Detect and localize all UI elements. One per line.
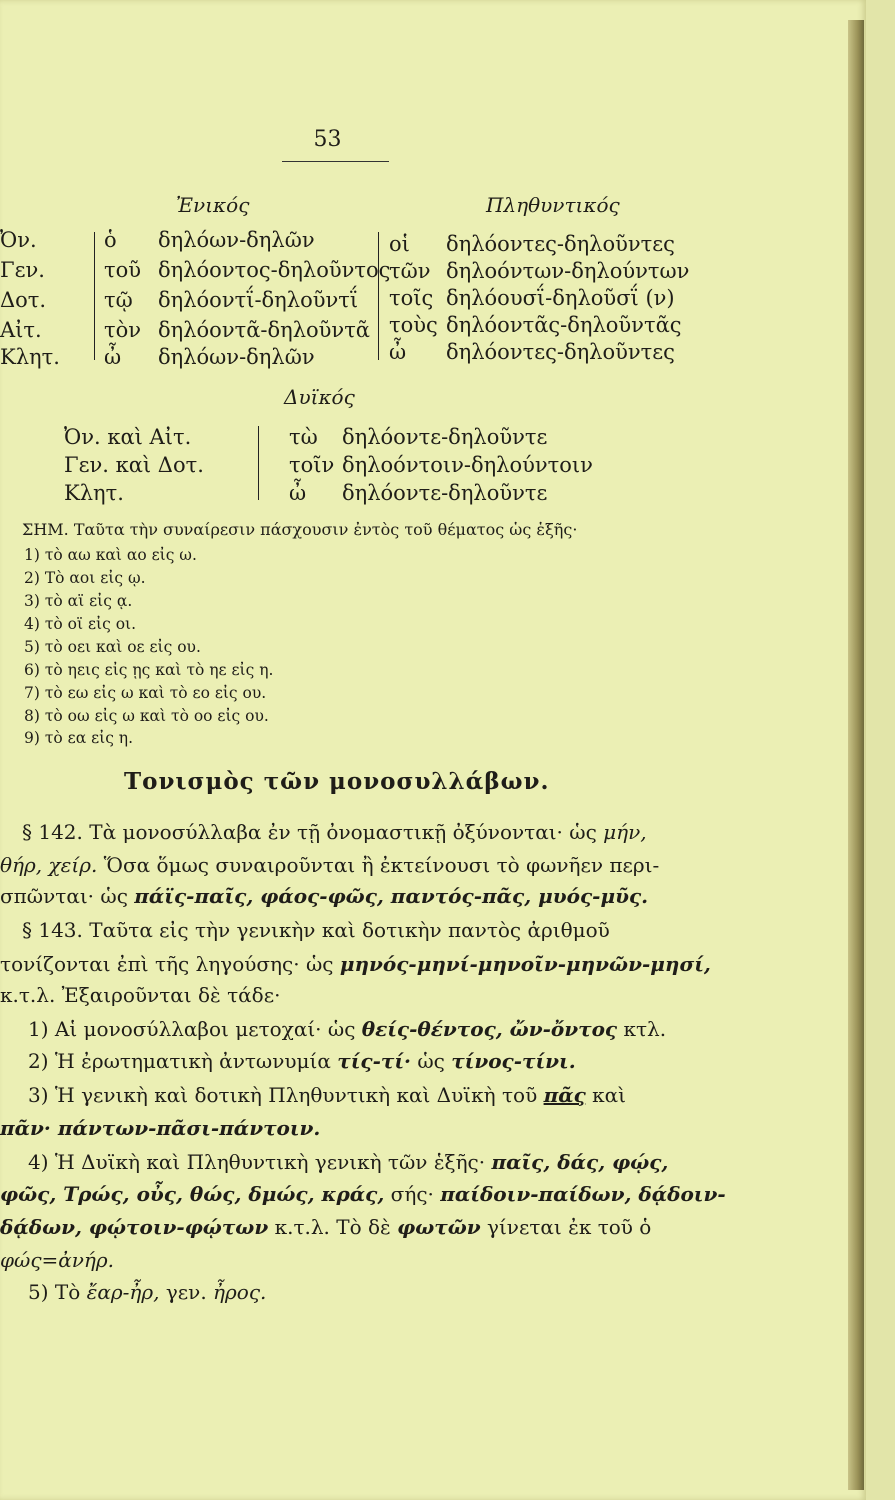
paragraph-line [0,952,711,976]
dual-form: δηλοόντοιν-δηλούντοιν [342,453,593,477]
plural-form: δηλόουσΐ-δηλοῦσΐ (ν) [446,286,675,310]
text-run: φώς=ἀνήρ. [0,1248,115,1272]
note-intro: ΣΗΜ. Ταῦτα τὴν συναίρεσιν πάσχουσιν ἐντὸς τοῦ θέματος ὡς ἑξῆς· [22,520,578,539]
text-run: θείς-θέντος, ὤν-ὄντος [361,1017,618,1041]
text-run: παῖς, δάς, φῴς, [491,1150,669,1174]
column-divider [94,232,95,360]
text-run: ἦρος. [213,1280,267,1304]
text-run: παίδοιν-παίδων, δᾴδοιν- [440,1182,726,1206]
text-run: § 142. Τὰ μονοσύλλαβα ἐν τῇ ὀνομαστικῇ ὀξύνονται· ὡς [22,820,604,844]
singular-article: τοῦ [104,258,142,282]
plural-form: δηλόοντες-δηλοῦντες [446,232,675,256]
singular-article: τῷ [104,288,133,312]
plural-article: οἱ [389,232,410,256]
page-edge [848,20,864,1490]
paragraph-line [28,1150,668,1174]
paragraph-line [0,1248,114,1272]
note-item: 7) τὸ εω εἰς ω καὶ τὸ εο εἰς ου. [24,684,267,702]
case-label: Αἰτ. [0,318,42,342]
text-run: θήρ, χείρ. [0,853,98,877]
text-run: μηνός-μηνί-μηνοῖν-μηνῶν-μησί, [339,952,711,976]
singular-article: ὦ [104,345,122,369]
note-item: 6) τὸ ηεις εἰς ῃς καὶ τὸ ηε εἰς η. [24,661,274,679]
paragraph-line [0,884,648,908]
note-item: 5) τὸ οει καὶ οε εἰς ου. [24,638,201,656]
case-label: Ὀν. [0,228,37,252]
text-run: κ.τ.λ. Τὸ δὲ [268,1215,398,1239]
singular-article: τὸν [104,318,142,342]
case-label: Γεν. [0,258,45,282]
note-item: 1) τὸ αω καὶ αο εἰς ω. [24,546,197,564]
text-run: κτλ. [617,1017,667,1041]
text-run: τίνος-τίνι. [451,1049,576,1073]
singular-heading: Ἐνικός [176,193,250,217]
plural-form: δηλόοντες-δηλοῦντες [446,340,675,364]
dual-article: τὼ [289,425,318,449]
page-number-rule [282,161,389,162]
note-item: 8) τὸ οω εἰς ω καὶ τὸ οο εἰς ου. [24,707,269,725]
text-run: 3) Ἡ γενικὴ καὶ δοτικὴ Πληθυντικὴ καὶ Δυϊκὴ τοῦ [28,1083,544,1107]
plural-article: ὦ [389,340,407,364]
paragraph-line [28,1083,626,1107]
paragraph-line [28,1280,266,1304]
note-item: 3) τὸ αϊ εἰς ᾳ. [24,592,133,610]
text-run: σής· [384,1182,441,1206]
paragraph-line: κ.τ.λ. Ἐξαιροῦνται δὲ τάδε· [0,983,281,1007]
singular-form: δηλόων-δηλῶν [158,345,315,369]
singular-form: δηλόων-δηλῶν [158,228,315,252]
singular-form: δηλόοντος-δηλοῦντος [158,258,391,282]
text-run: 2) Ἡ ἐρωτηματικὴ ἀντωνυμία [28,1049,338,1073]
text-run: πᾶς [543,1083,586,1107]
dual-article: τοῖν [289,453,335,477]
section-title: Τονισμὸς τῶν μονοσυλλάβων. [124,768,550,795]
text-run: Ὅσα ὅμως συναιροῦνται ἢ ἐκτείνουσι τὸ φωνῆεν περι- [97,853,660,877]
text-run: τονίζονται ἐπὶ τῆς ληγούσης· ὡς [0,952,340,976]
case-label: Δοτ. [0,288,47,312]
text-run: ὡς [410,1049,452,1073]
note-item: 2) Τὸ αοι εἰς ῳ. [24,569,146,587]
plural-form: δηλοόντων-δηλούντων [446,259,690,283]
text-run: γεν. [159,1280,214,1304]
paragraph-line [0,853,659,877]
paragraph-line [22,820,647,844]
plural-article: τῶν [389,259,431,283]
paragraph-line [0,1116,320,1140]
dual-article: ὦ [289,481,307,505]
text-run: φωτῶν [397,1215,481,1239]
paragraph-line [28,1049,576,1073]
paragraph-line [0,1215,651,1239]
dual-form: δηλόοντε-δηλοῦντε [342,481,548,505]
dual-heading: Δυϊκός [284,385,355,409]
text-run: 4) Ἡ Δυϊκὴ καὶ Πληθυντικὴ γενικὴ τῶν ἑξῆς· [28,1150,492,1174]
paragraph-line [0,1182,726,1206]
text-run: καὶ [585,1083,627,1107]
plural-article: τοὺς [389,313,438,337]
note-item: 4) τὸ οϊ εἰς οι. [24,615,137,633]
singular-form: δηλόοντΐ-δηλοῦντΐ [158,288,359,312]
text-run: 1) Αἱ μονοσύλλαβοι μετοχαί· ὡς [28,1017,362,1041]
dual-case-label: Γεν. καὶ Δοτ. [64,453,204,477]
text-run: γίνεται ἐκ τοῦ ὁ [480,1215,652,1239]
case-label: Κλητ. [0,345,60,369]
dual-case-label: Κλητ. [64,481,124,505]
text-run: σπῶνται· ὡς [0,884,135,908]
text-run: μήν, [603,820,647,844]
plural-heading: Πληθυντικός [486,193,620,217]
dual-case-label: Ὀν. καὶ Αἰτ. [64,425,192,449]
dual-form: δηλόοντε-δηλοῦντε [342,425,548,449]
text-run: τίς-τί· [337,1049,411,1073]
page-number: 53 [313,127,342,152]
paragraph-line: § 143. Ταῦτα εἰς τὴν γενικὴν καὶ δοτικὴν παντὸς ἀριθμοῦ [22,918,610,942]
text-run: φῶς, Τρώς, οὖς, θώς, δμώς, κράς, [0,1182,385,1206]
text-run: δᾴδων, φῴτοιν-φῴτων [0,1215,269,1239]
note-item: 9) τὸ εα εἰς η. [24,729,134,747]
paragraph-line [28,1017,666,1041]
plural-article: τοῖς [389,286,434,310]
text-run: ἔαρ-ἦρ, [86,1280,160,1304]
column-divider [378,232,379,360]
column-divider [258,426,259,500]
text-run: πάϊς-παῖς, φάος-φῶς, παντός-πᾶς, μυός-μῦς. [134,884,649,908]
text-run: πᾶν· πάντων-πᾶσι-πάντοιν. [0,1116,321,1140]
text-run: 5) Τὸ [28,1280,87,1304]
plural-form: δηλόοντᾶς-δηλοῦντᾶς [446,313,682,337]
singular-article: ὁ [104,228,117,252]
singular-form: δηλόοντᾶ-δηλοῦντᾶ [158,318,370,342]
